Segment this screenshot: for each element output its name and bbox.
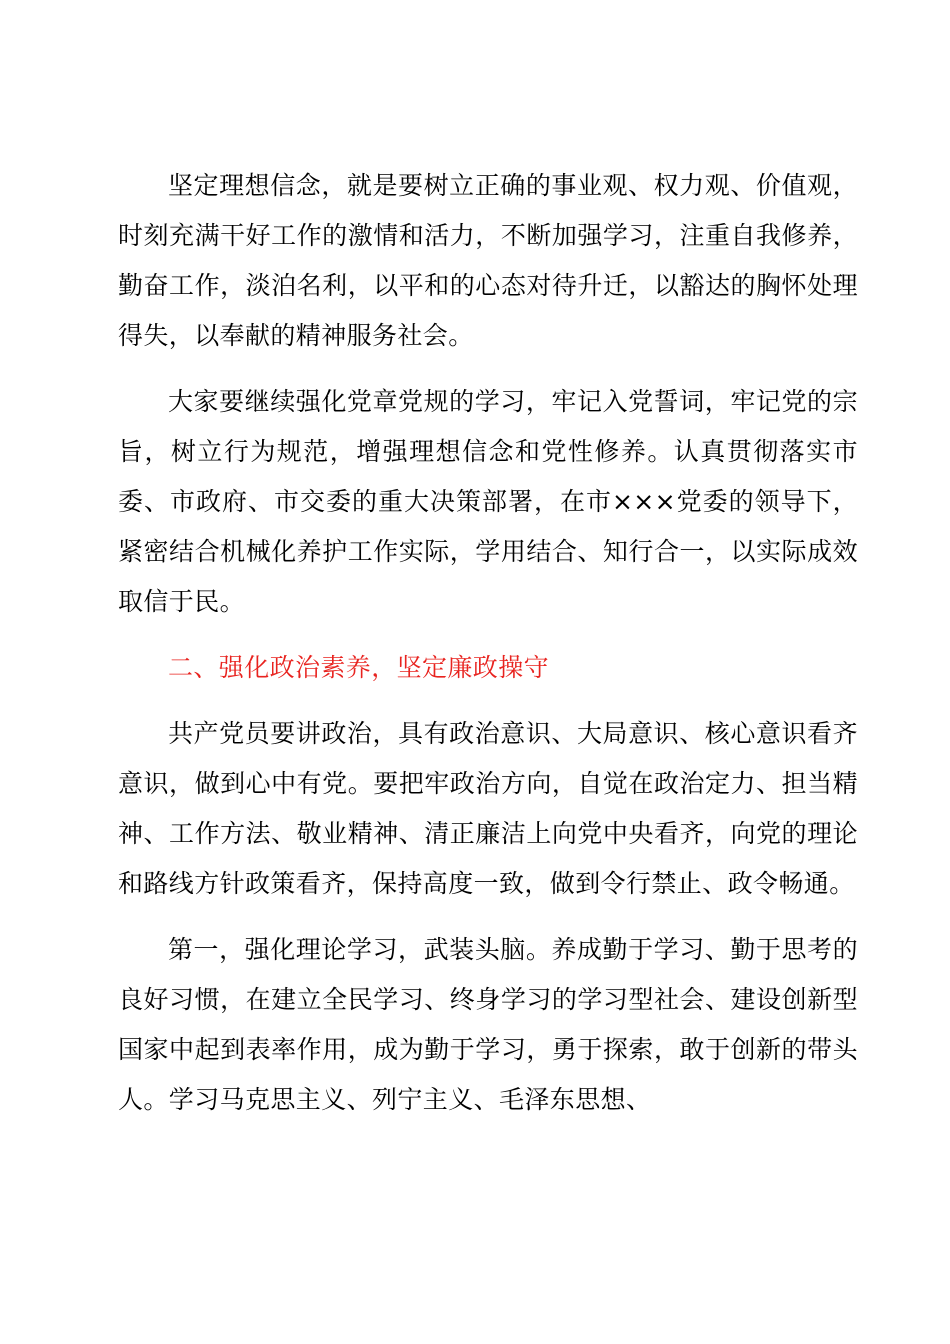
paragraph-ideals: 坚定理想信念，就是要树立正确的事业观、权力观、价值观，时刻充满干好工作的激情和活力，不断加强学习，注重自我修养，勤奋工作，淡泊名利，以平和的心态对待升迁，以豁达的胸怀处理得失，以奉献的精神服务社会。: [118, 171, 858, 350]
section-heading: 二、强化政治素养，坚定廉政操守: [168, 653, 550, 682]
paragraph-theory-study: 第一，强化理论学习，武装头脑。养成勤于学习、勤于思考的良好习惯，在建立全民学习、终身学习的学习型社会、建设创新型国家中起到表率作用，成为勤于学习，勇于探索，敢于创新的带头人。学习马克思主义、列宁主义、毛泽东思想、: [118, 935, 858, 1114]
paragraph-gap: [118, 693, 858, 709]
paragraph-gap: [118, 361, 858, 377]
paragraph-politics: 共产党员要讲政治，具有政治意识、大局意识、核心意识看齐意识，做到心中有党。要把牢政治方向，自觉在政治定力、担当精神、工作方法、敬业精神、清正廉洁上向党中央看齐，向党的理论和路线方针政策看齐，保持高度一致，做到令行禁止、政令畅通。: [118, 719, 858, 898]
paragraph-gap: [118, 909, 858, 925]
paragraph-party-rules: 大家要继续强化党章党规的学习，牢记入党誓词，牢记党的宗旨，树立行为规范，增强理想信念和党性修养。认真贯彻落实市委、市政府、市交委的重大决策部署，在市×××党委的领导下，紧密结合机械化养护工作实际，学用结合、知行合一，以实际成效取信于民。: [118, 387, 858, 616]
paragraph-gap: [118, 627, 858, 643]
document-body: [118, 161, 858, 1125]
